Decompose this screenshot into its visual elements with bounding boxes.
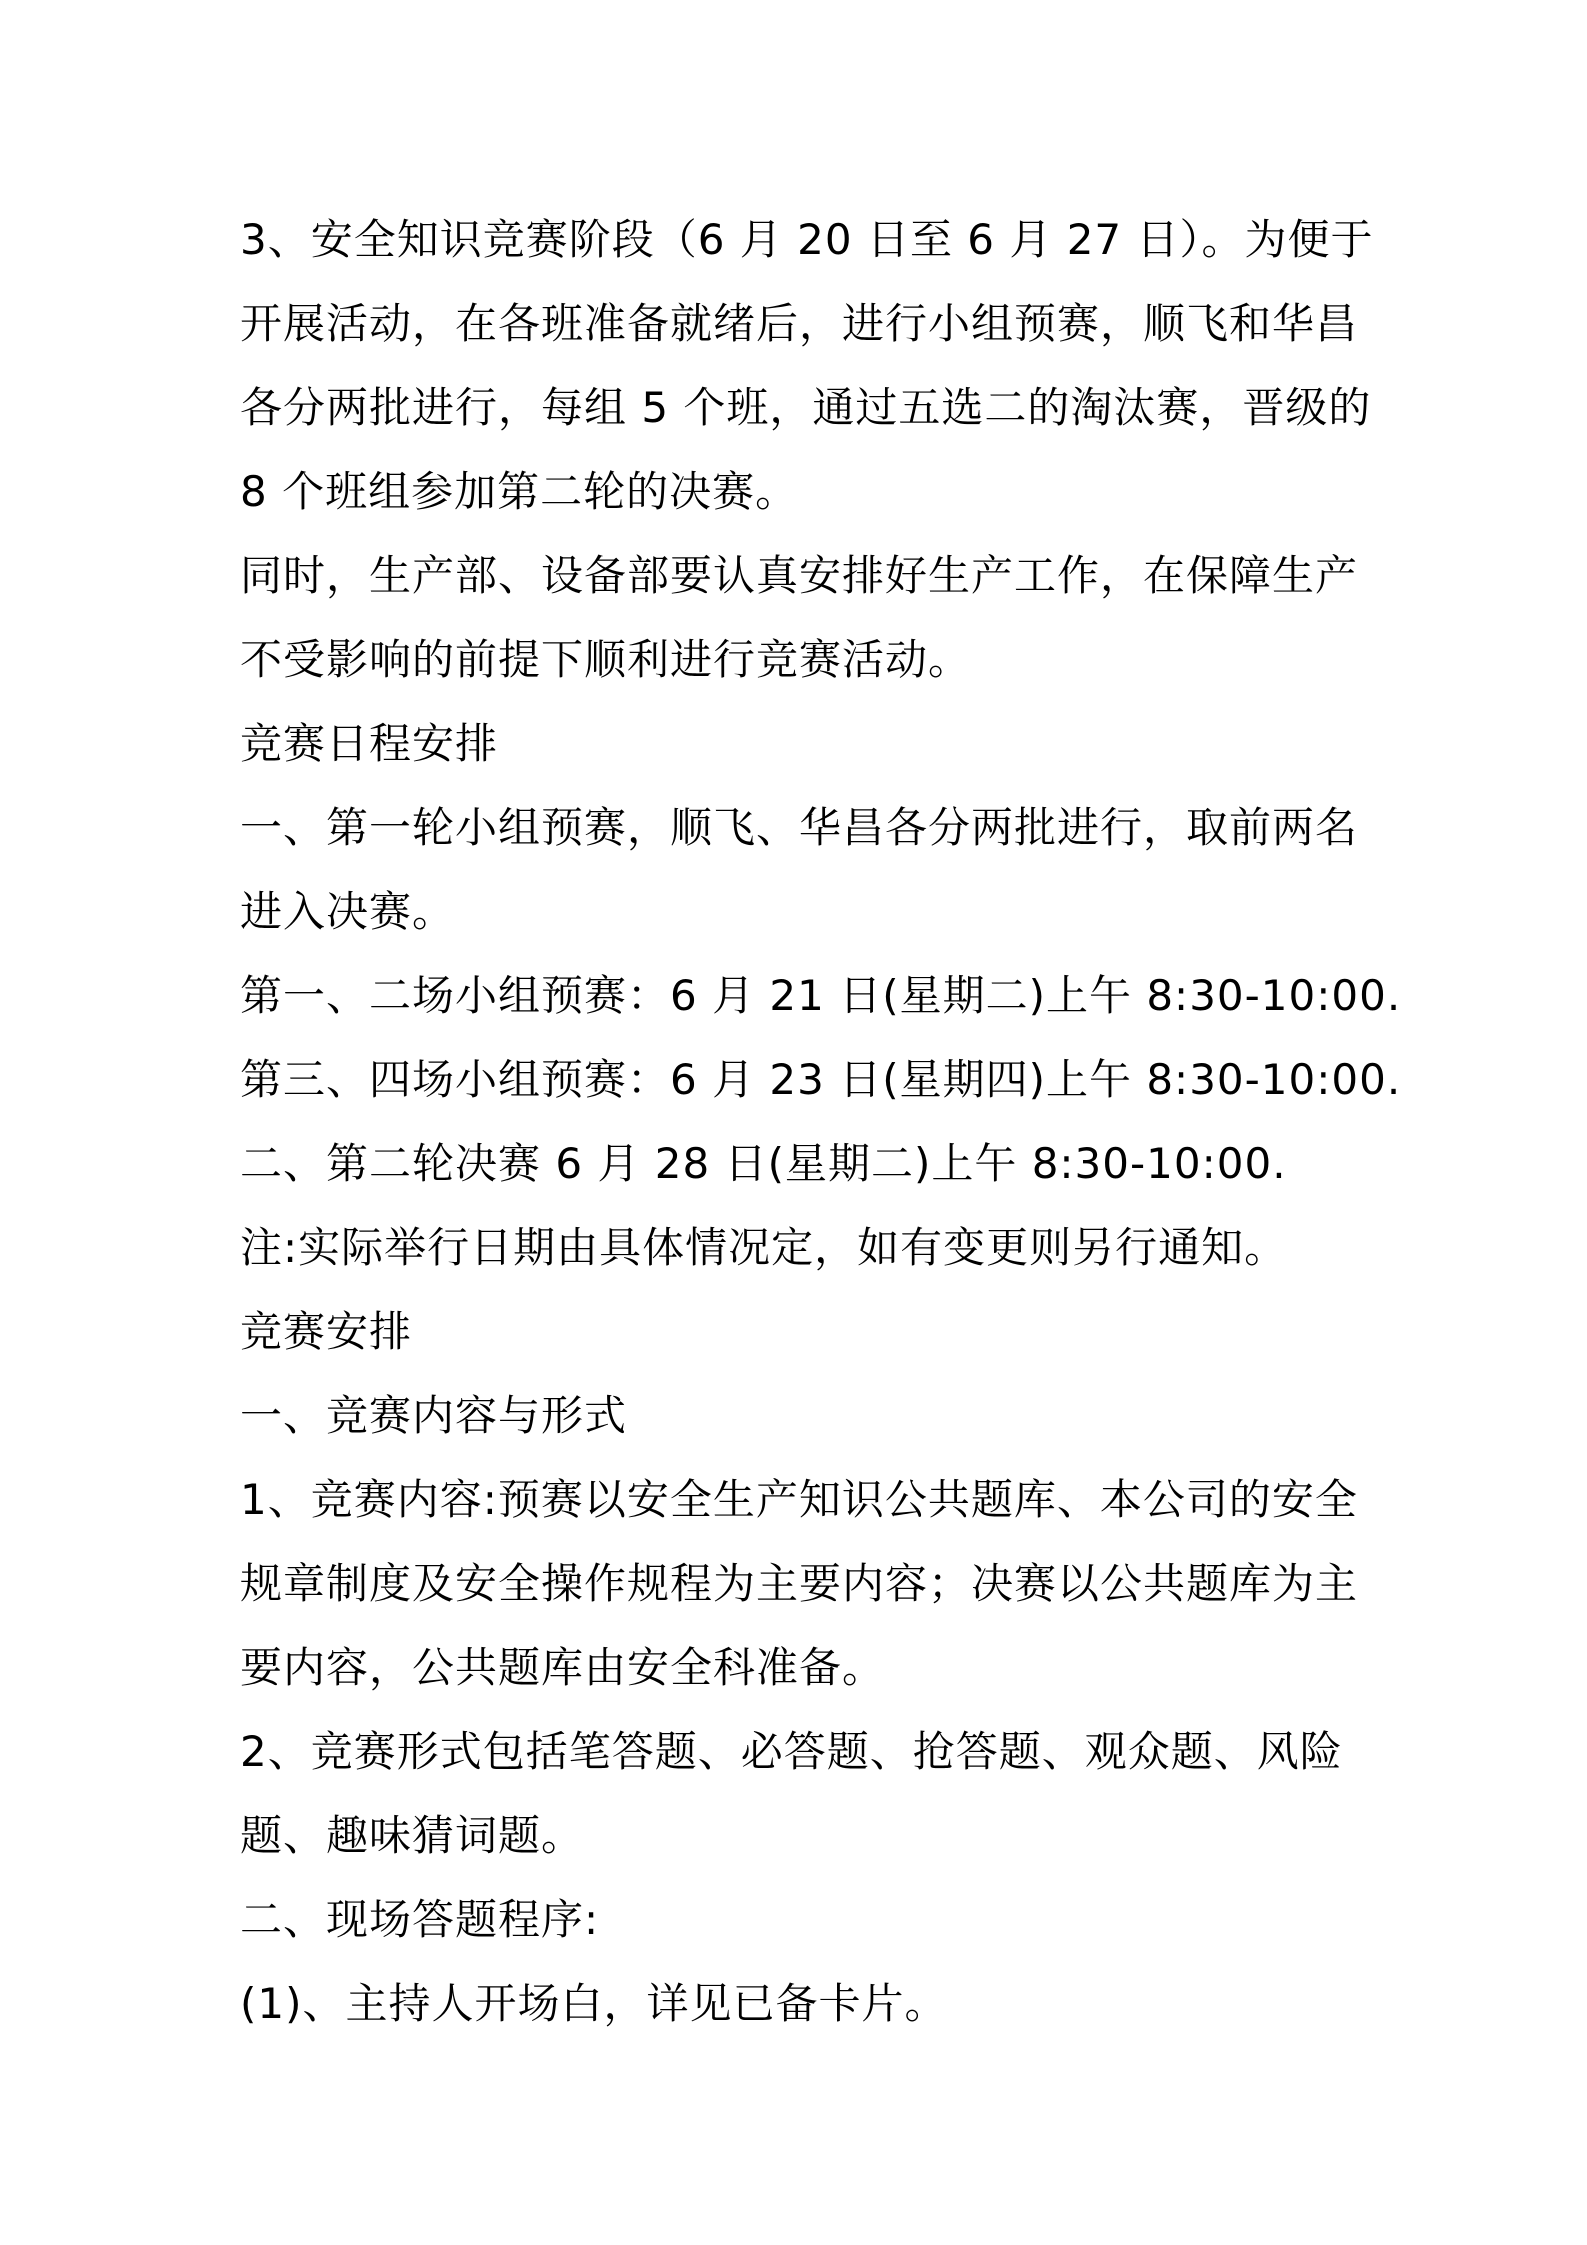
paragraph-line: 开展活动，在各班准备就绪后，进行小组预赛，顺飞和华昌 [240,299,1359,348]
paragraph-line: 进入决赛。 [240,887,456,936]
paragraph-line: 一、第一轮小组预赛，顺飞、华昌各分两批进行，取前两名 [240,803,1359,852]
schedule-item: 第一、二场小组预赛：6 月 21 日(星期二)上午 8:30-10:00. [240,971,1402,1020]
paragraph-line: 同时，生产部、设备部要认真安排好生产工作，在保障生产 [240,551,1359,600]
paragraph-line: 要内容，公共题库由安全科准备。 [240,1643,886,1692]
schedule-item: 二、第二轮决赛 6 月 28 日(星期二)上午 8:30-10:00. [240,1139,1287,1188]
paragraph-line: (1)、主持人开场白，详见已备卡片。 [240,1979,948,2028]
section-heading-schedule: 竞赛日程安排 [240,719,499,768]
paragraph-line: 不受影响的前提下顺利进行竞赛活动。 [240,635,972,684]
note-line: 注:实际举行日期由具体情况定，如有变更则另行通知。 [240,1223,1288,1272]
paragraph-line: 各分两批进行，每组 5 个班，通过五选二的淘汰赛，晋级的 [240,383,1372,432]
paragraph-line: 8 个班组参加第二轮的决赛。 [240,467,799,516]
paragraph-line: 3、安全知识竞赛阶段（6 月 20 日至 6 月 27 日）。为便于 [240,215,1374,264]
document-body [240,198,1402,2046]
schedule-item: 第三、四场小组预赛：6 月 23 日(星期四)上午 8:30-10:00. [240,1055,1402,1104]
paragraph-line: 题、趣味猜词题。 [240,1811,585,1860]
subsection-heading: 二、现场答题程序: [240,1895,600,1944]
paragraph-line: 2、竞赛形式包括笔答题、必答题、抢答题、观众题、风险 [240,1727,1343,1776]
subsection-heading: 一、竞赛内容与形式 [240,1391,628,1440]
section-heading-arrangement: 竞赛安排 [240,1307,413,1356]
paragraph-line: 规章制度及安全操作规程为主要内容；决赛以公共题库为主 [240,1559,1359,1608]
paragraph-line: 1、竞赛内容:预赛以安全生产知识公共题库、本公司的安全 [240,1475,1358,1524]
